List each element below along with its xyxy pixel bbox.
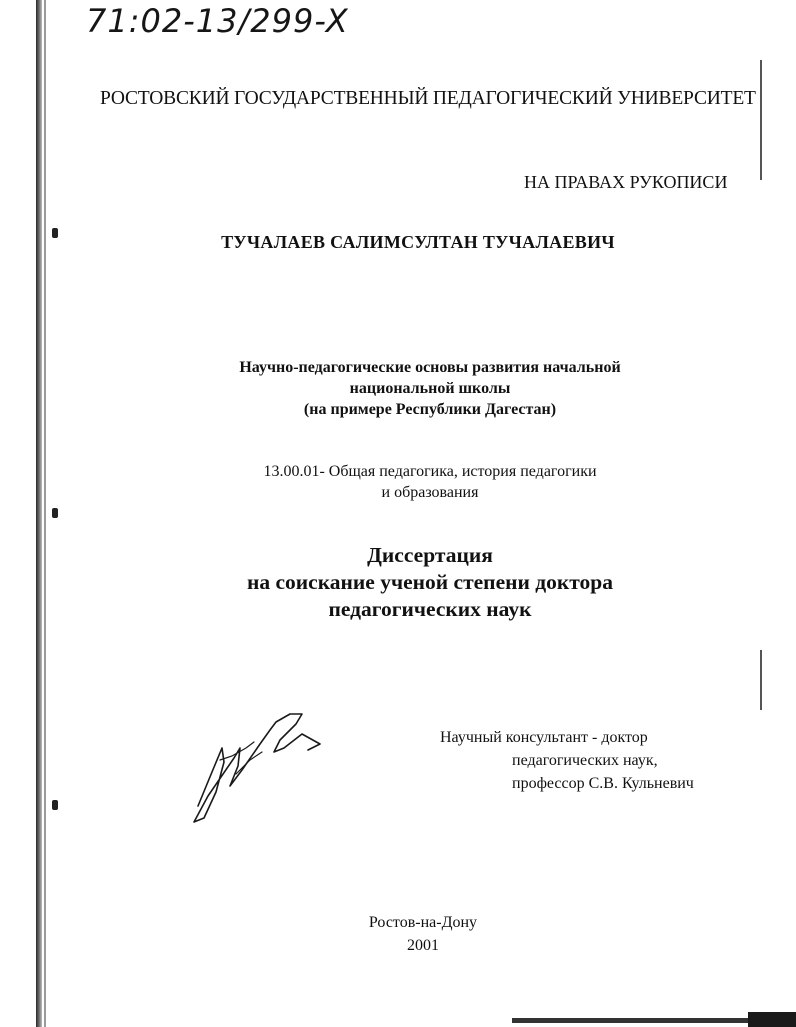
consultant-line: педагогических наук, xyxy=(512,752,658,769)
consultant-line: Научный консультант - доктор xyxy=(440,729,648,746)
place-and-year xyxy=(0,911,796,957)
scan-binding-edge-inner xyxy=(44,0,46,1027)
dissertation-title xyxy=(160,357,700,420)
degree-line: на соискание ученой степени доктора xyxy=(246,570,614,594)
degree-line: педагогических наук xyxy=(328,597,532,621)
specialty-line: 13.00.01- Общая педагогика, история педагогики xyxy=(263,463,597,480)
title-line: Научно-педагогические основы развития начальной xyxy=(239,359,621,376)
scan-bottom-edge xyxy=(512,1018,748,1023)
manuscript-rights: НА ПРАВАХ РУКОПИСИ xyxy=(524,172,728,192)
year: 2001 xyxy=(407,937,439,954)
scientific-consultant xyxy=(440,726,694,795)
specialty-line: и образования xyxy=(381,484,479,501)
author-signature xyxy=(180,700,340,830)
specialty-code xyxy=(160,461,700,503)
place: Ростов-на-Дону xyxy=(368,914,478,931)
title-line: (на примере Республики Дагестан) xyxy=(303,401,557,418)
archive-number: 71:02-13/299-X xyxy=(86,2,349,40)
degree-statement xyxy=(150,542,710,623)
scan-edge-right xyxy=(760,650,762,710)
scan-binding-edge xyxy=(36,0,42,1027)
consultant-line: профессор С.В. Кульневич xyxy=(512,775,694,792)
scan-hole-mark xyxy=(52,508,58,518)
scan-hole-mark xyxy=(52,800,58,810)
author-name: ТУЧАЛАЕВ САЛИМСУЛТАН ТУЧАЛАЕВИЧ xyxy=(221,232,615,252)
scan-bottom-corner xyxy=(748,1012,796,1027)
university-name: РОСТОВСКИЙ ГОСУДАРСТВЕННЫЙ ПЕДАГОГИЧЕСКИЙ УНИВЕРСИТЕТ xyxy=(100,88,756,109)
degree-line: Диссертация xyxy=(367,543,493,567)
scan-edge-right xyxy=(760,60,762,180)
title-line: национальной школы xyxy=(349,380,511,397)
